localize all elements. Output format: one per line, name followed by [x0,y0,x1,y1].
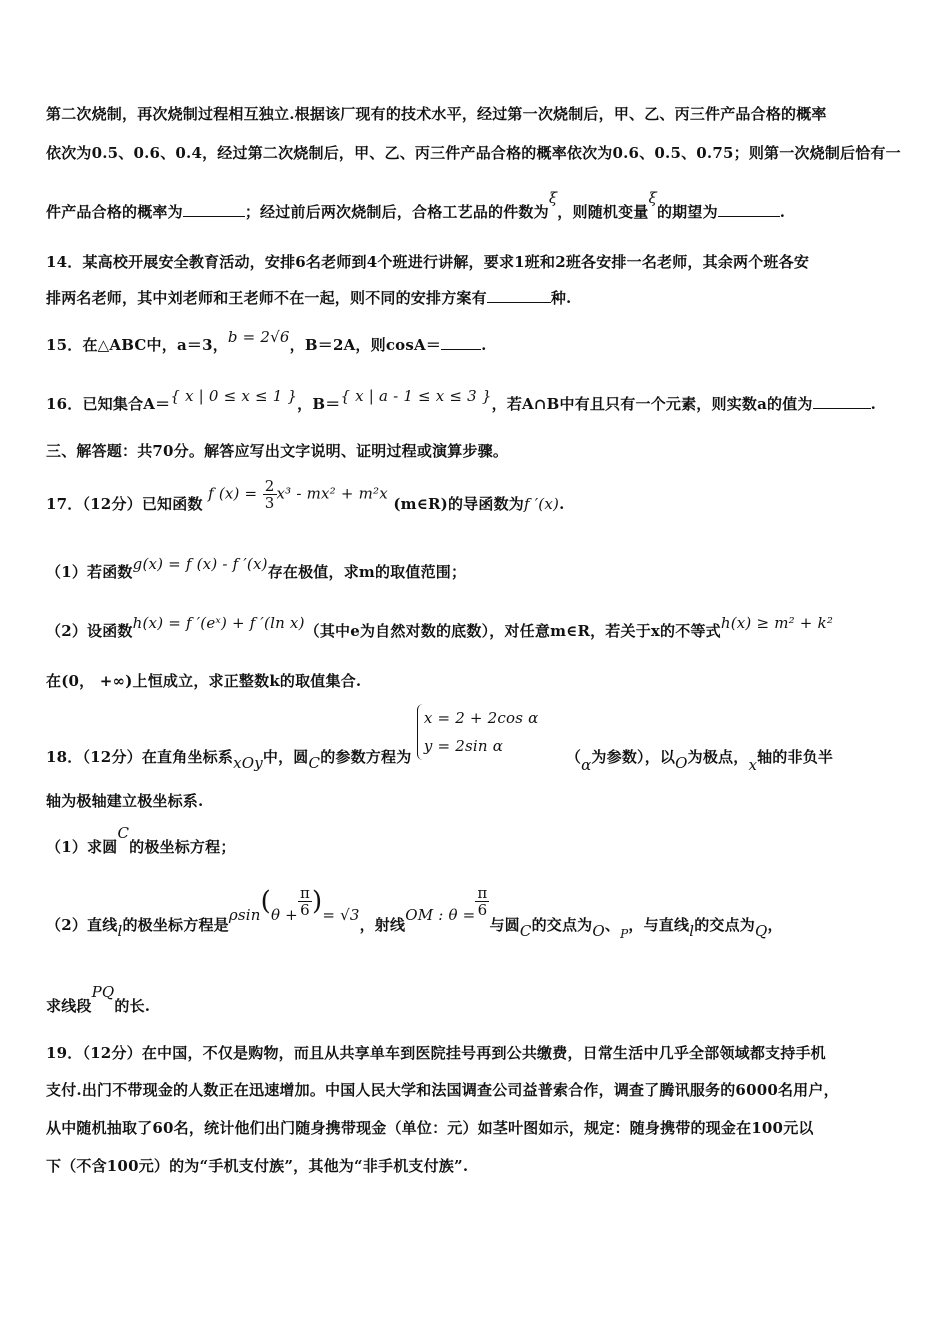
math-poly: x³ - mx² + m²x [276,484,388,503]
text: 轴为极轴建立极坐标系. [46,792,204,810]
text: 为参数），以 [591,748,676,766]
text: 的极坐标方程； [129,838,236,856]
question-18-part-2-cont [46,983,151,1016]
math-o: O [592,921,605,940]
math-xoy: xOy [233,754,263,772]
text: 、 [604,915,621,934]
text: 与圆 [489,915,520,934]
parametric-system [417,704,539,760]
text: 三、解答题：共70分。解答应写出文字说明、证明过程或演算步骤。 [46,442,509,460]
math-o: O [675,754,688,772]
question-19-line-1 [46,1042,826,1063]
answer-blank [487,290,551,303]
math-om: OM : θ = [405,905,476,924]
text: 种. [550,289,572,307]
text: 中，圆 [262,748,309,766]
text: 的长. [114,997,151,1015]
text: . [779,203,786,221]
numerator: π [477,884,488,902]
text: 排两名老师，其中刘老师和王老师不在一起，则不同的安排方案有 [46,289,487,307]
text: 的期望为 [656,203,718,221]
text: 轴的非负半 [757,748,834,766]
text-line-2 [46,142,901,163]
section-heading [46,440,508,461]
text: 求线段 [46,997,92,1015]
text: . [559,494,565,513]
text: 的交点为 [531,915,593,934]
math-l: l [117,921,123,940]
paren-open: ( [260,886,271,917]
text: 16．已知集合A＝ [46,395,171,413]
math-c: C [117,824,130,842]
math-hx: h(x) = f ′(eˣ) + f ′(ln x) [132,614,305,632]
math-pq: PQ [91,983,115,1001]
text: ，B＝ [297,395,341,413]
equation-y: y = 2sin α [423,737,504,755]
question-18-part-1 [46,824,236,857]
equation-x: x = 2 + 2cos α [423,709,539,727]
math-x: x [748,756,758,774]
question-18 [46,704,834,774]
text: 依次为0.5、0.6、0.4，经过第二次烧制后，甲、乙、丙三件产品合格的概率依次为0.6、0.5、0.75；则第一次烧制后恰有一 [46,144,901,162]
math-xi: ξ [548,189,558,207]
math-fprime: f ′(x) [523,494,560,513]
math-fraction [475,885,489,918]
answer-blank [813,396,871,409]
text: 第二次烧制，再次烧制过程相互独立.根据该厂现有的技术水平，经过第一次烧制后，甲、乙、丙三件产品合格的概率 [46,105,827,123]
text: 支付.出门不带现金的人数正在迅速增加。中国人民大学和法国调查公司益普索合作，调查了腾讯服务的6000名用户， [46,1081,839,1099]
question-17-part-1 [46,555,467,582]
question-19-line-4 [46,1155,468,1176]
text: ，B＝2A，则cosA＝ [289,336,442,354]
answer-blank [718,204,780,217]
text: 件产品合格的概率为 [46,203,183,221]
denominator: 6 [300,901,310,919]
math-c: C [308,754,321,772]
text: （ [565,748,582,766]
answer-blank [441,337,481,350]
text: ， [767,915,783,934]
text: ，则随机变量 [557,203,649,221]
text: 在(0， +∞)上恒成立，求正整数k的取值集合. [46,672,362,690]
math-fraction [263,478,277,511]
text: 17．（12分）已知函数 [46,494,203,513]
math-theta: θ + [270,905,298,924]
math-fx: f (x) = [208,484,258,503]
text: ，若A∩B中有且只有一个元素，则实数a的值为 [491,395,813,413]
question-19-line-3 [46,1117,814,1138]
question-15 [46,328,487,355]
text: 14．某高校开展安全教育活动，安排6名老师到4个班进行讲解，要求1班和2班各安排一名老师，其余两个班各安 [46,253,810,271]
math-set-b: { x | a - 1 ≤ x ≤ 3 } [340,387,492,405]
question-18-line-2 [46,790,203,811]
text: 为极点， [687,748,749,766]
paren-close: ) [312,886,323,917]
text: ，与直线 [628,915,690,934]
math-l: l [689,921,695,940]
text: 15．在△ABC中，a＝3， [46,336,228,354]
question-17-part-2-cont [46,670,361,691]
text: ，射线 [359,915,406,934]
text: 的交点为 [694,915,755,934]
text: 下（不含100元）的为“手机支付族”，其他为“非手机支付族”. [46,1157,469,1175]
text: （2）直线 [46,915,118,934]
denominator: 3 [264,494,275,512]
text: ；经过前后两次烧制后，合格工艺品的件数为 [244,203,549,221]
text: 的参数方程为 [320,748,412,766]
text: 存在极值，求m的取值范围； [267,563,467,581]
text: 18．（12分）在直角坐标系 [46,748,234,766]
math-p: P [620,926,629,941]
math-inequality: h(x) ≥ m² + k² [720,614,834,632]
text: 从中随机抽取了60名，统计他们出门随身携带现金（单位：元）如茎叶图如示，规定：随身携带的现金在100元以 [46,1119,814,1137]
math-b: b = 2√6 [227,328,290,346]
denominator: 6 [477,901,488,919]
question-14-line-2 [46,287,571,308]
numerator: π [299,884,310,902]
text: 的极坐标方程是 [122,915,229,934]
math-set-a: { x | 0 ≤ x ≤ 1 } [170,387,298,405]
math-rho-sin: ρsin [228,905,261,924]
text: （2）设函数 [46,622,133,640]
answer-blank [183,204,245,217]
text: . [870,395,877,413]
math-fraction [298,885,312,918]
text: （其中e为自然对数的底数），对任意m∈R，若关于x的不等式 [304,622,721,640]
question-18-part-2 [46,884,783,941]
question-19-line-2 [46,1079,839,1100]
text: 19．（12分）在中国，不仅是购物，而且从共享单车到医院挂号再到公共缴费，日常生活中几乎全部领域都支持手机 [46,1044,826,1062]
math-gx: g(x) = f (x) - f ′(x) [132,555,268,573]
math-alpha: α [581,756,592,774]
text: . [481,336,487,354]
text: (m∈R)的导函数为 [393,494,524,513]
text-line-3 [46,189,786,222]
question-17-part-2 [46,614,834,641]
math-sqrt3: = √3 [322,905,360,924]
math-c: C [519,921,532,940]
math-q: Q [755,921,768,940]
numerator: 2 [264,477,275,495]
question-17 [46,478,565,511]
question-14-line-1 [46,251,809,272]
math-xi: ξ [648,189,657,207]
text-line-1 [46,103,827,124]
text: （1）求圆 [46,838,118,856]
question-16 [46,387,877,414]
text: （1）若函数 [46,563,133,581]
